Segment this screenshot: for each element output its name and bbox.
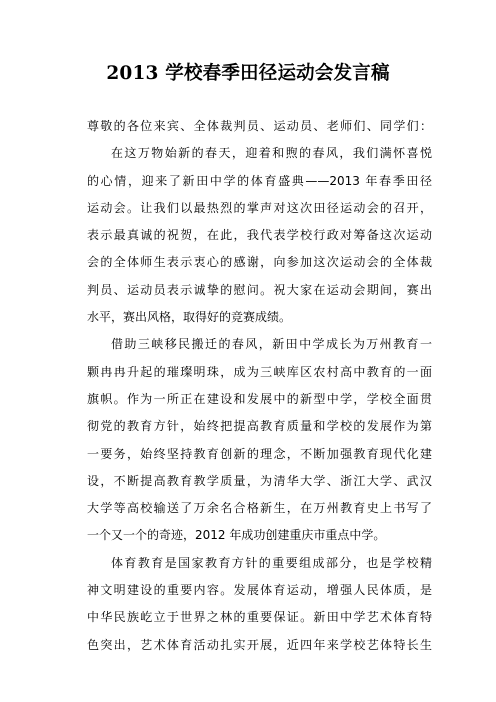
paragraph-line: 设，不断提高教育教学质量，为清华大学、浙江大学、武汉 — [87, 473, 432, 488]
document-title: 2013 学校春季田径运动会发言稿 — [106, 63, 390, 84]
paragraph-line: 表示最真诚的祝贺，在此，我代表学校行政对筹备这次运动 — [87, 228, 432, 243]
paragraph-line: 运动会。让我们以最热烈的掌声对这次田径运动会的召开， — [87, 200, 432, 215]
paragraph-line: 神文明建设的重要内容。发展体育运动，增强人民体质，是 — [87, 583, 432, 598]
paragraph-line: 体育教育是国家教育方针的重要组成部分，也是学校精 — [111, 555, 432, 570]
paragraph-line: 颗冉冉升起的璀璨明珠，成为三峡库区农村高中教育的一面 — [87, 364, 432, 379]
paragraph-line: 旗帜。作为一所正在建设和发展中的新型中学，学校全面贯 — [87, 391, 432, 406]
paragraph-line: 在这万物始新的春天，迎着和煦的春风，我们满怀喜悦 — [111, 146, 432, 161]
paragraph-line: 会的全体师生表示衷心的感谢，向参加这次运动会的全体裁 — [87, 255, 432, 270]
paragraph-line: 水平，赛出风格，取得好的竞赛成绩。 — [87, 310, 292, 325]
paragraph-line: 的心情，迎来了新田中学的体育盛典——2013 年春季田径 — [87, 173, 432, 188]
paragraph-line: 中华民族屹立于世界之林的重要保证。新田中学艺术体育特 — [87, 610, 432, 625]
paragraph-line: 色突出，艺术体育活动扎实开展，近四年来学校艺体特长生 — [87, 637, 432, 652]
document-body — [87, 113, 432, 659]
paragraph-line: 一个又一个的奇迹，2012 年成功创建重庆市重点中学。 — [87, 528, 386, 543]
paragraph-line: 判员、运动员表示诚挚的慰问。祝大家在运动会期间，赛出 — [87, 282, 432, 297]
paragraph-line: 彻党的教育方针，始终把提高教育质量和学校的发展作为第 — [87, 419, 432, 434]
paragraph-line: 一要务，始终坚持教育创新的理念，不断加强教育现代化建 — [87, 446, 432, 461]
paragraph-line: 借助三峡移民搬迁的春风，新田中学成长为万州教育一 — [111, 337, 432, 352]
salutation-line: 尊敬的各位来宾、全体裁判员、运动员、老师们、同学们： — [87, 119, 432, 133]
paragraph-line: 大学等高校输送了万余名合格新生，在万州教育史上书写了 — [87, 501, 432, 516]
